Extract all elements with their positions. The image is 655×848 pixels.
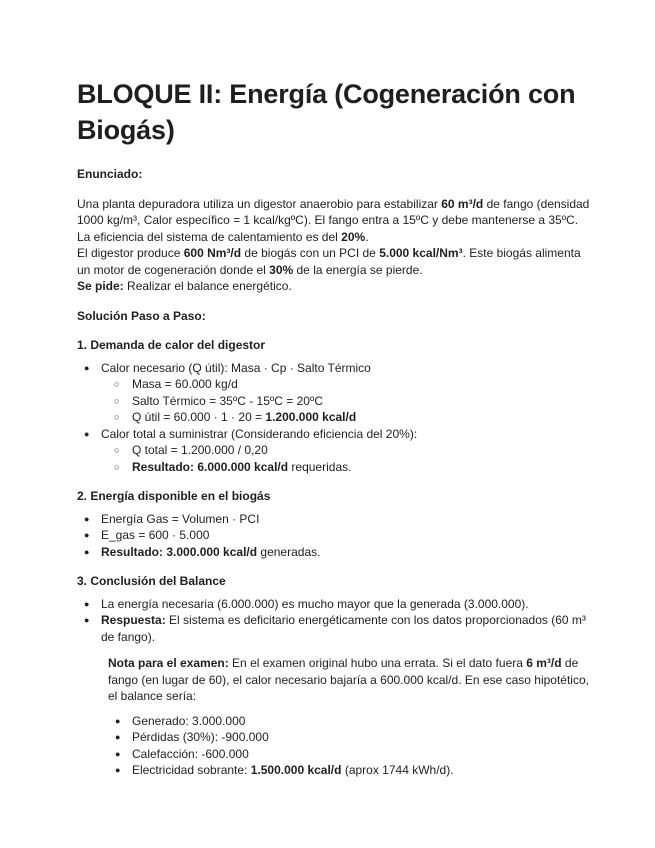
note-paragraph: Nota para el examen: En el examen original hubo una errata. Si el dato fuera 6 m³/d de fango (en lugar de 60), el calor necesario bajaría a 600.000 kcal/d. En ese caso hipotético, el balance sería:: [108, 656, 589, 703]
section-2-heading: 2. Energía disponible en el biogás: [77, 489, 271, 503]
section-1-list: [77, 360, 591, 476]
list-item: ○ Salto Térmico = 35ºC - 15ºC = 20ºC: [108, 393, 591, 410]
list-item: ● Resultado: 3.000.000 kcal/d generadas.: [77, 544, 591, 561]
list-item: ○ Masa = 60.000 kg/d: [108, 376, 591, 393]
list-item: ● E_gas = 600 · 5.000: [77, 527, 591, 544]
section-3-heading: 3. Conclusión del Balance: [77, 574, 226, 588]
page-title: BLOQUE II: Energía (Cogeneración con Biogás): [77, 79, 576, 145]
enunciado-paragraph: Una planta depuradora utiliza un digestor anaerobio para estabilizar 60 m³/d de fango (densidad 1000 kg/m³, Calor específico = 1 kcal/kgºC). El fango entra a 15ºC y debe mantenerse a 35ºC. La eficiencia del sistema de calentamiento es del 20%. El digestor produce 600 Nm³/d de biogás con un PCI de 5.000 kcal/Nm³. Este biogás alimenta un motor de cogeneración donde el 30% de la energía se pierde. Se pide: Realizar el balance energético.: [77, 196, 590, 293]
note-list: [108, 713, 591, 779]
list-item: ● Generado: 3.000.000: [108, 713, 591, 730]
section-3-list: [77, 596, 591, 646]
list-item: ○ Q útil = 60.000 · 1 · 20 = 1.200.000 kcal/d: [108, 409, 591, 426]
solucion-heading: Solución Paso a Paso:: [77, 308, 206, 323]
section-2-list: [77, 511, 591, 561]
list-item: ● La energía necesaria (6.000.000) es mucho mayor que la generada (3.000.000).: [77, 596, 591, 613]
section-1-heading: 1. Demanda de calor del digestor: [77, 338, 266, 352]
list-item: ● Pérdidas (30%): -900.000: [108, 729, 591, 746]
list-item: ● Energía Gas = Volumen · PCI: [77, 511, 591, 528]
exam-note: [108, 655, 591, 779]
list-item: ● Calor necesario (Q útil): Masa · Cp · Salto Térmico ○ Masa = 60.000 kg/d ○ Salto Térmico = 35ºC - 15ºC = 20ºC ○ Q útil = 60.000 · 1 · 20 = 1.200.000 kcal/d: [77, 360, 591, 426]
list-item: ● Calor total a suministrar (Considerando eficiencia del 20%): ○ Q total = 1.200.000 / 0,20 ○ Resultado: 6.000.000 kcal/d requeridas.: [77, 426, 591, 476]
list-item: ● Electricidad sobrante: 1.500.000 kcal/d (aprox 1744 kWh/d).: [108, 762, 591, 779]
enunciado-heading: Enunciado:: [77, 167, 143, 181]
list-item: ● Calefacción: -600.000: [108, 746, 591, 763]
list-item: ● Respuesta: El sistema es deficitario energéticamente con los datos proporcionados (60 m³ de fango).: [77, 612, 591, 645]
list-item: ○ Resultado: 6.000.000 kcal/d requeridas.: [108, 459, 591, 476]
list-item: ○ Q total = 1.200.000 / 0,20: [108, 442, 591, 459]
